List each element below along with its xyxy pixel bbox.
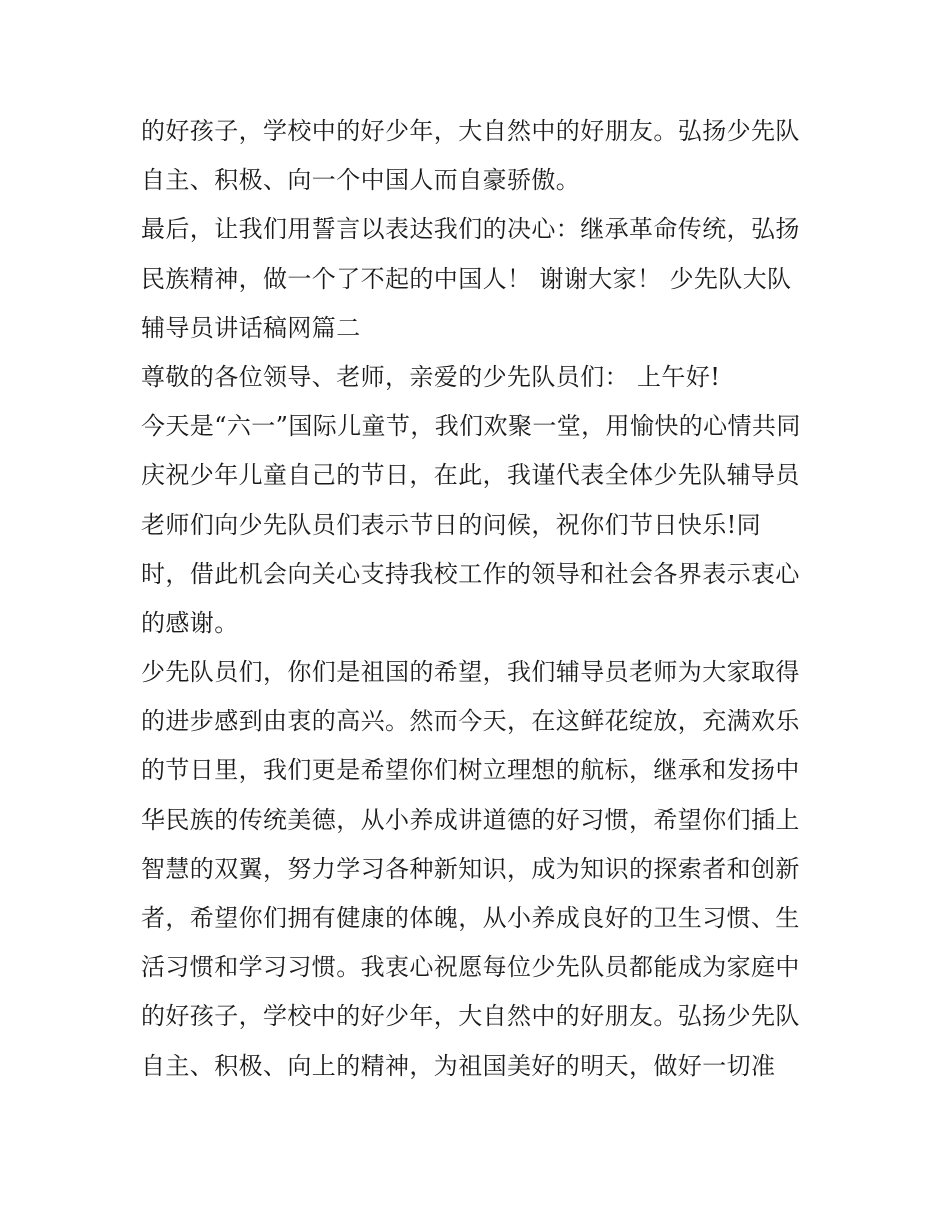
- text-line: 民族精神，做一个了不起的中国人！ 谢谢大家！ 少先队大队: [141, 264, 792, 293]
- text-line: 华民族的传统美德，从小养成讲道德的好习惯，希望你们插上: [141, 805, 800, 834]
- text-line: 老师们向少先队员们表示节日的问候，祝你们节日快乐!同: [141, 510, 762, 539]
- text-line: 的节日里，我们更是希望你们树立理想的航标，继承和发扬中: [141, 756, 800, 785]
- section-heading-line: 辅导员讲话稿网篇二: [141, 313, 361, 342]
- text-line: 最后，让我们用誓言以表达我们的决心：继承革命传统，弘扬: [141, 215, 800, 244]
- greeting-line: 尊敬的各位领导、老师，亲爱的少先队员们： 上午好!: [141, 362, 721, 391]
- text-line: 者，希望你们拥有健康的体魄，从小养成良好的卫生习惯、生: [141, 904, 800, 932]
- text-line: 的进步感到由衷的高兴。然而今天，在这鲜花绽放，充满欢乐: [141, 707, 800, 736]
- text-line: 自主、积极、向上的精神，为祖国美好的明天，做好一切准: [141, 1051, 776, 1080]
- text-line: 的感谢。: [141, 608, 239, 637]
- document-body: [141, 107, 831, 1091]
- text-line: 今天是“六一”国际儿童节，我们欢聚一堂，用愉快的心情共同: [141, 412, 801, 441]
- text-line: 的好孩子，学校中的好少年，大自然中的好朋友。弘扬少先队: [141, 1002, 800, 1031]
- text-line: 少先队员们，你们是祖国的希望，我们辅导员老师为大家取得: [141, 658, 800, 687]
- text-line: 庆祝少年儿童自己的节日，在此，我谨代表全体少先队辅导员: [141, 461, 800, 490]
- text-line: 智慧的双翼，努力学习各种新知识，成为知识的探索者和创新: [141, 854, 800, 883]
- text-line: 时，借此机会向关心支持我校工作的领导和社会各界表示衷心: [141, 559, 800, 588]
- text-line: 的好孩子，学校中的好少年，大自然中的好朋友。弘扬少先队: [141, 117, 800, 145]
- text-line: 活习惯和学习习惯。我衷心祝愿每位少先队员都能成为家庭中: [141, 953, 800, 982]
- text-line: 自主、积极、向一个中国人而自豪骄傲。: [141, 166, 581, 195]
